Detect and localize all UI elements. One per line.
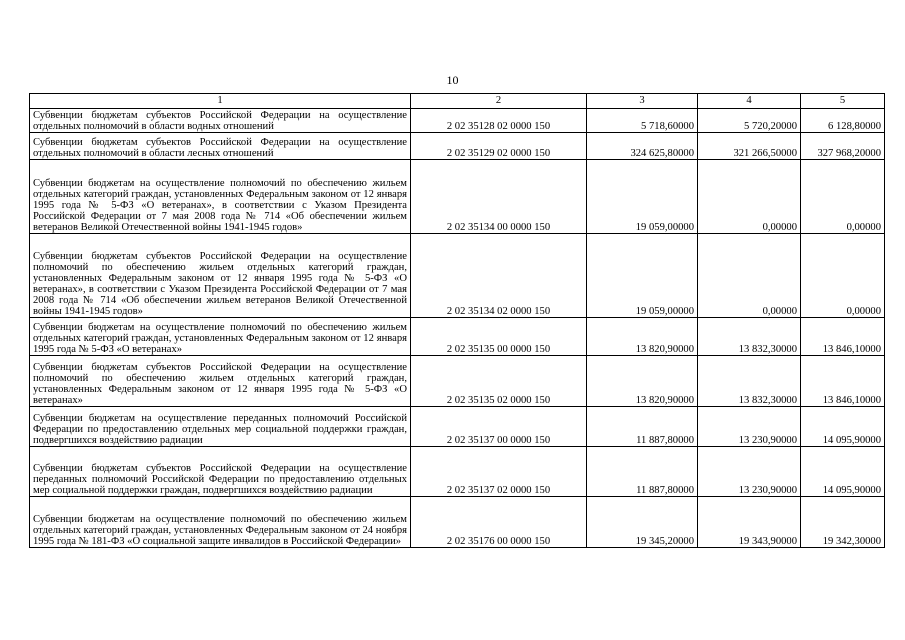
- row-value-3: 14 095,90000: [801, 407, 885, 447]
- row-code: 2 02 35135 02 0000 150: [411, 356, 587, 407]
- row-code: 2 02 35128 02 0000 150: [411, 109, 587, 133]
- row-code: 2 02 35134 02 0000 150: [411, 234, 587, 318]
- row-code: 2 02 35134 00 0000 150: [411, 160, 587, 234]
- column-header-2: 2: [411, 94, 587, 109]
- row-value-3: 13 846,10000: [801, 318, 885, 356]
- row-name: Субвенции бюджетам субъектов Российской Федерации на осуществление полномочий по обеспечению жильем отдельных категорий граждан, установленных Федеральным законом от 12 января 1995 года № 5-ФЗ «О ветеранах»: [30, 356, 411, 407]
- row-name: Субвенции бюджетам субъектов Российской Федерации на осуществление полномочий по обеспечению жильем отдельных категорий граждан, установленных Федеральным законом от 12 января 1995 года № 5-ФЗ «О ветеранах», в соответствии с Указом Президента Российской Федерации от 7 мая 2008 года № 714 «Об обеспечении жильем ветеранов Великой Отечественной войны 1941-1945 годов»: [30, 234, 411, 318]
- page-number: 10: [446, 73, 459, 87]
- row-value-3: 0,00000: [801, 160, 885, 234]
- row-value-2: 19 343,90000: [698, 497, 801, 548]
- row-name: Субвенции бюджетам на осуществление переданных полномочий Российской Федерации по предоставлению отдельных мер социальной поддержки граждан, подвергшихся воздействию радиации: [30, 407, 411, 447]
- table-row: [30, 133, 885, 160]
- row-name: Субвенции бюджетам на осуществление полномочий по обеспечению жильем отдельных категорий граждан, установленных Федеральным законом от 12 января 1995 года № 5-ФЗ «О ветеранах», в соответствии с Указом Президента Российской Федерации от 7 мая 2008 года № 714 «Об обеспечении жильем ветеранов Великой Отечественной войны 1941-1945 годов»: [30, 160, 411, 234]
- row-value-2: 13 832,30000: [698, 356, 801, 407]
- row-code: 2 02 35129 02 0000 150: [411, 133, 587, 160]
- row-value-2: 13 832,30000: [698, 318, 801, 356]
- row-code: 2 02 35135 00 0000 150: [411, 318, 587, 356]
- row-code: 2 02 35137 02 0000 150: [411, 447, 587, 497]
- row-value-3: 13 846,10000: [801, 356, 885, 407]
- row-value-1: 11 887,80000: [587, 407, 698, 447]
- budget-table: [29, 93, 885, 548]
- row-value-3: 6 128,80000: [801, 109, 885, 133]
- table-row: [30, 109, 885, 133]
- column-header-5: 5: [801, 94, 885, 109]
- row-value-2: 321 266,50000: [698, 133, 801, 160]
- row-value-2: 13 230,90000: [698, 447, 801, 497]
- table-row: [30, 234, 885, 318]
- table-row: [30, 160, 885, 234]
- row-value-1: 13 820,90000: [587, 356, 698, 407]
- table-row: [30, 318, 885, 356]
- row-value-1: 5 718,60000: [587, 109, 698, 133]
- row-value-1: 324 625,80000: [587, 133, 698, 160]
- column-header-1: 1: [30, 94, 411, 109]
- column-header-3: 3: [587, 94, 698, 109]
- row-code: 2 02 35137 00 0000 150: [411, 407, 587, 447]
- row-value-3: 327 968,20000: [801, 133, 885, 160]
- row-name: Субвенции бюджетам на осуществление полномочий по обеспечению жильем отдельных категорий граждан, установленных Федеральным законом от 24 ноября 1995 года № 181-ФЗ «О социальной защите инвалидов в Российской Федерации»: [30, 497, 411, 548]
- row-name: Субвенции бюджетам субъектов Российской Федерации на осуществление переданных полномочий Российской Федерации по предоставлению отдельных мер социальной поддержки граждан, подвергшихся воздействию радиации: [30, 447, 411, 497]
- row-name: Субвенции бюджетам на осуществление полномочий по обеспечению жильем отдельных категорий граждан, установленных Федеральным законом от 12 января 1995 года № 5-ФЗ «О ветеранах»: [30, 318, 411, 356]
- row-value-2: 0,00000: [698, 160, 801, 234]
- row-value-3: 19 342,30000: [801, 497, 885, 548]
- row-value-3: 0,00000: [801, 234, 885, 318]
- row-value-3: 14 095,90000: [801, 447, 885, 497]
- row-value-1: 19 059,00000: [587, 234, 698, 318]
- row-value-1: 19 345,20000: [587, 497, 698, 548]
- table-row: [30, 407, 885, 447]
- row-name: Субвенции бюджетам субъектов Российской Федерации на осуществление отдельных полномочий в области водных отношений: [30, 109, 411, 133]
- table-row: [30, 356, 885, 407]
- row-code: 2 02 35176 00 0000 150: [411, 497, 587, 548]
- table-row: [30, 497, 885, 548]
- row-value-1: 13 820,90000: [587, 318, 698, 356]
- row-value-2: 5 720,20000: [698, 109, 801, 133]
- row-value-2: 13 230,90000: [698, 407, 801, 447]
- column-header-4: 4: [698, 94, 801, 109]
- table-header-row: [30, 94, 885, 109]
- row-name: Субвенции бюджетам субъектов Российской Федерации на осуществление отдельных полномочий в области лесных отношений: [30, 133, 411, 160]
- row-value-1: 11 887,80000: [587, 447, 698, 497]
- row-value-2: 0,00000: [698, 234, 801, 318]
- table-row: [30, 447, 885, 497]
- row-value-1: 19 059,00000: [587, 160, 698, 234]
